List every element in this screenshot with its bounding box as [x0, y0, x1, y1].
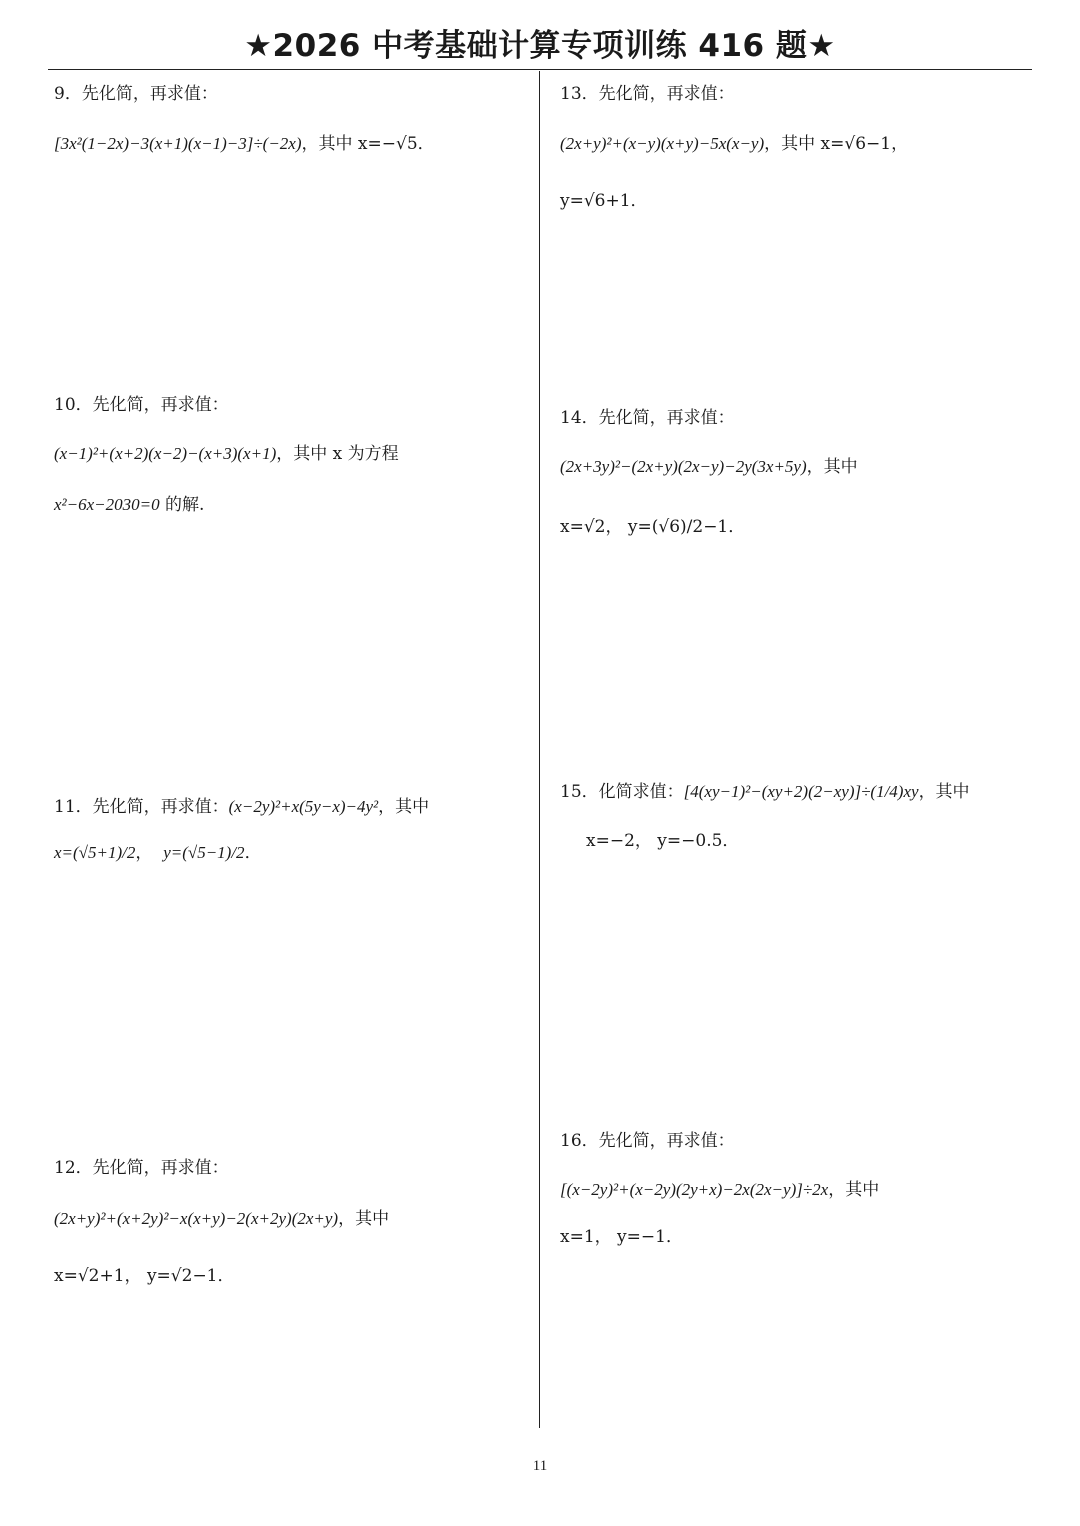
problem-11-expr: (x−2y)²+x(5y−x)−4y²: [228, 797, 379, 816]
column-divider: [539, 71, 540, 1428]
problem-16-heading: 16．先化简，再求值：: [560, 1131, 735, 1151]
problem-11-cond1: ，其中: [378, 797, 430, 817]
problem-15-heading: 15．化简求值：: [560, 782, 684, 802]
problem-11-line2: x=(√5+1)/2， y=(√5−1)/2．: [54, 843, 262, 863]
problem-11-x-value: x=(√5+1)/2: [54, 843, 136, 862]
page-number: 11: [532, 1458, 548, 1474]
problem-16-values: x=1， y=−1．: [560, 1227, 683, 1247]
problem-10-equation: x²−6x−2030=0: [54, 495, 160, 514]
title-underline: [48, 69, 1032, 70]
problem-16-expr: [(x−2y)²+(x−2y)(2y+x)−2x(2x−y)]÷2x: [560, 1180, 829, 1199]
problem-16-line1: [560, 1178, 879, 1202]
problem-14-values: x=√2， y=(√6)/2−1．: [560, 517, 746, 537]
problem-11-line1: [54, 795, 429, 819]
problem-14-line1: [560, 455, 858, 479]
problem-10-cond1: ，其中 x 为方程: [276, 444, 399, 464]
problem-9-condition: ，其中 x=−√5．: [301, 134, 435, 154]
problem-12-heading: 12．先化简，再求值：: [54, 1158, 229, 1178]
problem-10-line2: [54, 493, 204, 517]
problem-9-expression: [54, 132, 435, 156]
problem-13-expr: (2x+y)²+(x−y)(x+y)−5x(x−y): [560, 134, 765, 153]
problem-10-expr: (x−1)²+(x+2)(x−2)−(x+3)(x+1): [54, 444, 277, 463]
problem-10-heading: 10．先化简，再求值：: [54, 395, 229, 415]
problem-10-line1: [54, 442, 399, 466]
problem-13-line1: [560, 132, 908, 156]
problem-14-cond1: ，其中: [806, 457, 858, 477]
problem-9-heading: 9．先化简，再求值：: [54, 84, 218, 104]
problem-15-line1: [560, 780, 970, 804]
problem-13-values: y=√6+1．: [560, 191, 648, 211]
problem-12-line1: [54, 1207, 389, 1231]
problem-16-cond1: ，其中: [828, 1180, 880, 1200]
problem-15-cond1: ，其中: [918, 782, 970, 802]
problem-13-heading: 13．先化简，再求值：: [560, 84, 735, 104]
problem-13-cond1: ，其中 x=√6−1，: [764, 134, 909, 154]
problem-15-values: x=−2， y=−0.5．: [586, 831, 740, 851]
page-title: ★2026 中考基础计算专项训练 416 题★: [244, 28, 836, 64]
problem-10-cond2: 的解.: [159, 495, 205, 515]
problem-14-heading: 14．先化简，再求值：: [560, 408, 735, 428]
problem-14-expr: (2x+3y)²−(2x+y)(2x−y)−2y(3x+5y): [560, 457, 807, 476]
problem-12-expr: (2x+y)²+(x+2y)²−x(x+y)−2(x+2y)(2x+y): [54, 1209, 339, 1228]
problem-12-values: x=√2+1， y=√2−1．: [54, 1266, 235, 1286]
problem-11-heading: 11．先化简，再求值：: [54, 797, 229, 817]
problem-15-expr: [4(xy−1)²−(xy+2)(2−xy)]÷(1/4)xy: [683, 782, 919, 801]
problem-9-expr: [3x²(1−2x)−3(x+1)(x−1)−3]÷(−2x): [54, 134, 302, 153]
problem-11-y-value: y=(√5−1)/2: [163, 843, 245, 862]
problem-12-cond1: ，其中: [338, 1209, 390, 1229]
